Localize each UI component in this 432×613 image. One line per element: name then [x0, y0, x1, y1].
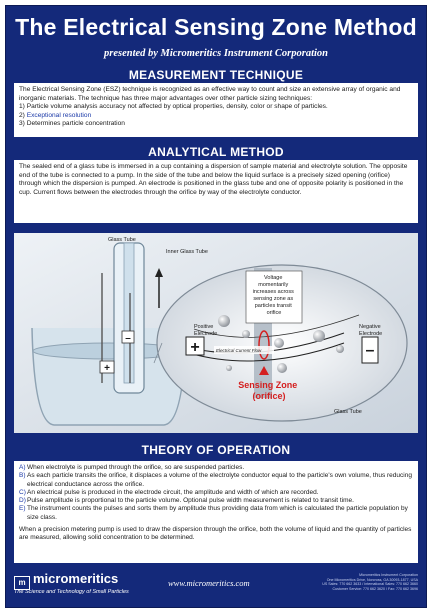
glass-tube-small-label: Glass Tube: [334, 409, 362, 415]
voltage-note-text: Voltage momentarily increases across sensing zone as particles transit orifice: [252, 275, 294, 316]
plus-sign: +: [104, 363, 110, 374]
particle: [226, 365, 232, 371]
minus-sign: –: [125, 333, 131, 344]
poster: [5, 5, 427, 608]
measurement-intro: The Electrical Sensing Zone (ESZ) technique is recognized as an effective way to count and size an extensive array of organic and inorganic materials. The technique has three major advantages over other particle sizing techniques:: [19, 86, 401, 102]
analytical-text: The sealed end of a glass tube is immersed in a cup containing a dispersion of sample material and electrolyte solution. The opposite end of the tube is connected to a pump. In the side of the tube and below the liquid surface is a precisely sized opening (orifice) through which the dispersion is pumped. An electrode is positioned in the glass tube and one of opposite polarity is positioned in the cup. Current flows between the electrodes through the orifice by way of the electrolyte conductor.: [19, 163, 408, 196]
minus-sign-large: –: [365, 342, 375, 359]
theory-item: E) The instrument counts the pulses and sorts them by amplitude thus providing data from which is calculated the particle population by size class.: [19, 505, 408, 521]
theory-item: B) As each particle transits the orifice, it displaces a volume of the electrolyte conductor equal to the particle's own volume, thus reducing electrical conductance across the orifice.: [19, 472, 412, 488]
analytical-heading: ANALYTICAL METHOD: [148, 145, 284, 159]
particle: [313, 330, 325, 342]
particle: [218, 315, 230, 327]
glass-tube-label: Glass Tube: [108, 237, 136, 243]
page-title: The Electrical Sensing Zone Method: [15, 14, 417, 40]
measurement-heading: MEASUREMENT TECHNIQUE: [128, 68, 304, 82]
brand-logo: [14, 571, 118, 590]
particle: [336, 345, 344, 353]
particle: [277, 363, 287, 373]
particle: [274, 338, 284, 348]
theory-item: C) An electrical pulse is produced in the electrode circuit, the amplitude and width of which are recorded.: [19, 488, 319, 496]
footer: [6, 569, 426, 607]
negative-electrode-label: Negative Electrode: [359, 324, 383, 337]
particle: [242, 330, 250, 338]
positive-electrode-label: Positive Electrode: [194, 324, 218, 337]
theory-box: [14, 461, 418, 563]
brand-tagline: The Science and Technology of Small Particles: [14, 589, 129, 595]
esz-diagram-svg: [14, 233, 418, 433]
theory-heading: THEORY OF OPERATION: [141, 443, 291, 457]
theory-closing: When a precision metering pump is used to draw the dispersion through the orifice, both the volume of liquid and the quantity of particles are measured, allowing solid concentration to be determined.: [19, 526, 412, 542]
current-flow-label: Electrical Current Flow: [216, 348, 262, 353]
measurement-item: 2) Exceptional resolution: [19, 111, 92, 119]
measurement-item: 1) Particle volume analysis accuracy not affected by optical properties, density, color or shape of particles.: [19, 103, 328, 111]
website-link[interactable]: www.micromeritics.com: [168, 578, 250, 588]
theory-item: A) When electrolyte is pumped through the orifice, so are suspended particles.: [19, 464, 245, 471]
brand-name: micromeritics: [33, 571, 119, 586]
plus-sign-large: +: [190, 339, 200, 356]
contact-info: Micromeritics Instrument Corporation One Micromeritics Drive, Norcross, GA 30093-1877, USA US Sales: 770 662 3633 / International Sales: 770 662 3660 Customer Service: 770 662 3620 / Fax: 770 662 3696: [322, 573, 418, 591]
sensing-zone-label: Sensing Zone (orifice): [238, 380, 298, 401]
analytical-box: [14, 160, 418, 223]
logo-mark: m: [14, 576, 30, 590]
measurement-box: [14, 83, 418, 137]
inner-glass-tube: [124, 243, 134, 383]
esz-diagram: [14, 233, 418, 433]
theory-item: D) Pulse amplitude is proportional to the particle volume. Optional pulse width measurement is related to transit time.: [19, 497, 354, 505]
measurement-item: 3) Determines particle concentration: [19, 120, 125, 128]
page-subtitle: presented by Micromeritics Instrument Corporation: [103, 48, 329, 59]
inner-tube-label: Inner Glass Tube: [166, 249, 208, 255]
